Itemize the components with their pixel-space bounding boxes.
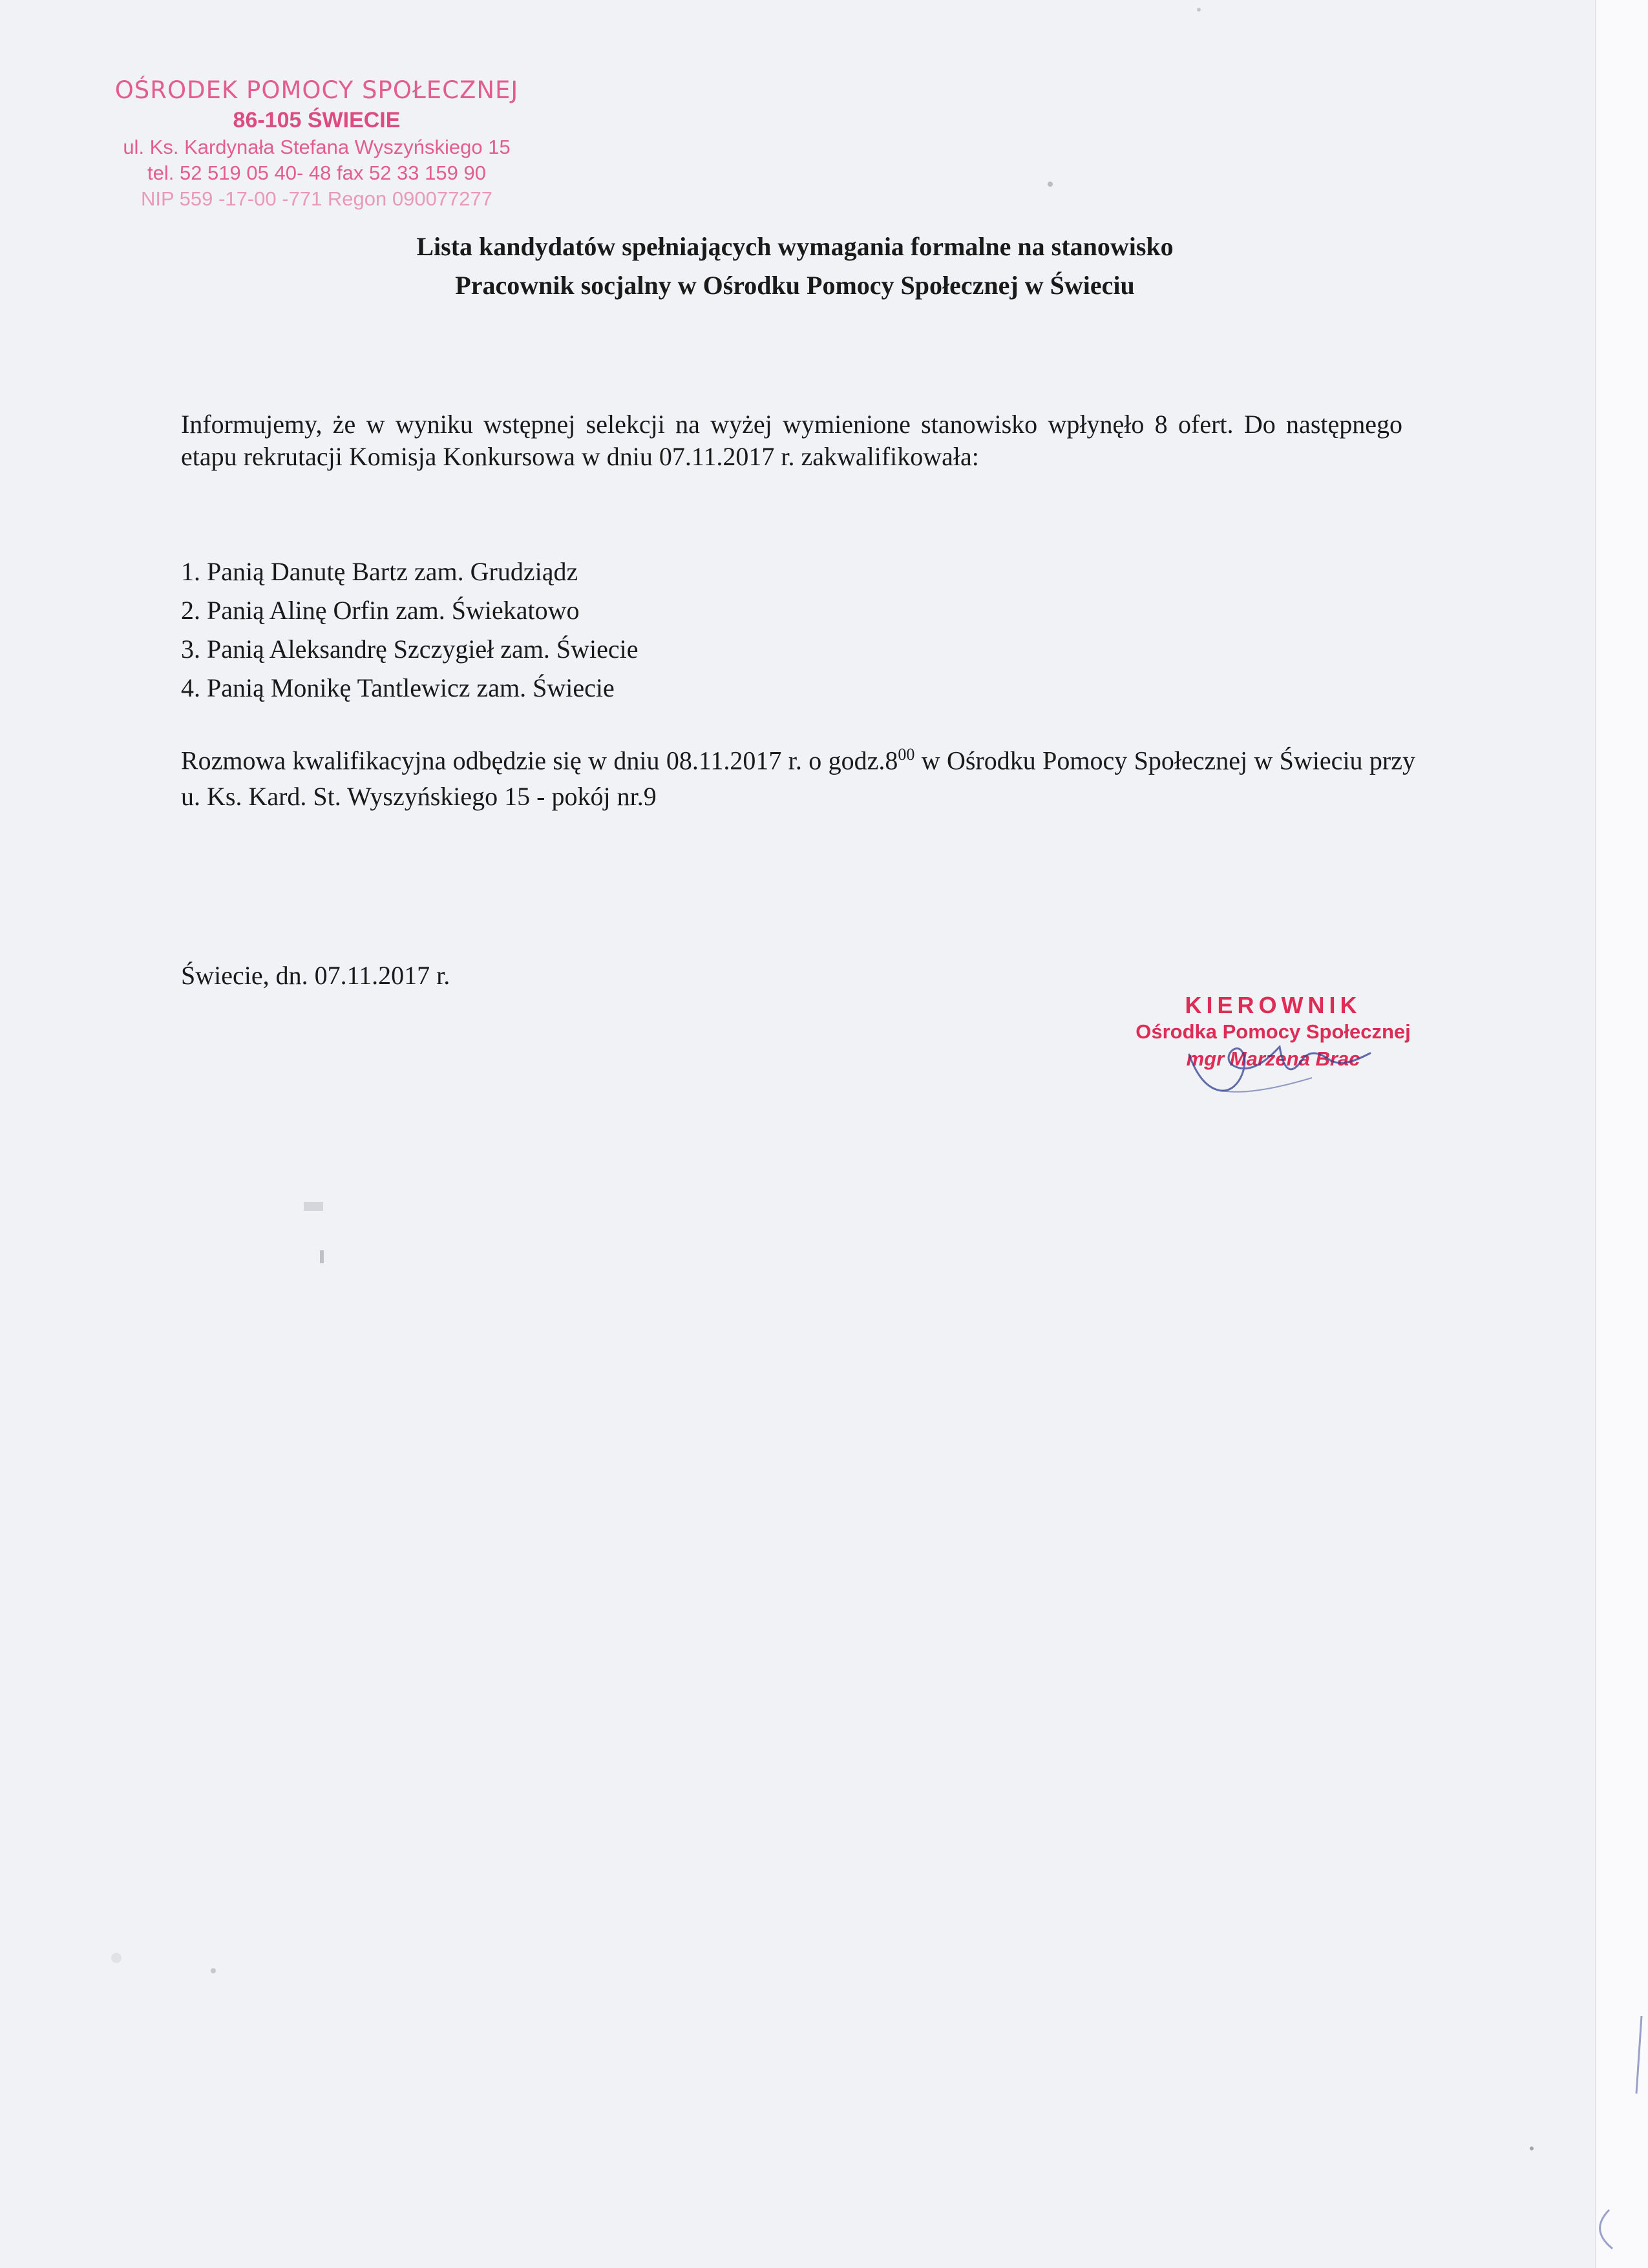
list-item: 4. Panią Monikę Tantlewicz zam. Świecie xyxy=(181,673,615,702)
stamp-nip-regon: NIP 559 -17-00 -771 Regon 090077277 xyxy=(140,187,493,210)
place-and-date: Świecie, dn. 07.11.2017 r. xyxy=(181,961,450,990)
stamp-signatory-name: mgr Marzena Brac xyxy=(1186,1047,1360,1070)
stamp-phone-fax: tel. 52 519 05 40- 48 fax 52 33 159 90 xyxy=(147,162,486,184)
stamp-position-title: KIEROWNIK xyxy=(1185,992,1362,1018)
stamp-postal-city: 86-105 ŚWIECIE xyxy=(233,108,401,132)
interview-paragraph xyxy=(181,737,1415,815)
stamp-address: ul. Ks. Kardynała Stefana Wyszyńskiego 15 xyxy=(123,136,511,158)
interview-text-start: Rozmowa kwalifikacyjna odbędzie się w dniu 08.11.2017 r. o godz.8 xyxy=(181,746,898,775)
candidate-list xyxy=(181,552,639,708)
institution-stamp xyxy=(103,76,530,211)
interview-text-end: w Ośrodku Pomocy Społecznej w Świeciu przy u. Ks. Kard. St. Wyszyńskiego 15 - pokój nr.9 xyxy=(181,746,1415,812)
list-item: 3. Panią Aleksandrę Szczygieł zam. Świecie xyxy=(181,635,639,664)
scan-edge xyxy=(1595,0,1648,2268)
title-line-2: Pracownik socjalny w Ośrodku Pomocy Społecznej w Świeciu xyxy=(455,271,1135,300)
title-line-1: Lista kandydatów spełniających wymagania formalne na stanowisko xyxy=(416,232,1174,261)
stamp-unit-name: Ośrodka Pomocy Społecznej xyxy=(1136,1020,1411,1043)
handwritten-signature xyxy=(1144,1014,1402,1118)
stamp-institution-name: OŚRODEK POMOCY SPOŁECZNEJ xyxy=(114,76,519,104)
list-item: 1. Panią Danutę Bartz zam. Grudziądz xyxy=(181,557,578,586)
document-title xyxy=(181,227,1409,305)
list-item: 2. Panią Alinę Orfin zam. Świekatowo xyxy=(181,596,580,625)
interview-time-superscript: 00 xyxy=(898,745,915,764)
intro-paragraph: Informujemy, że w wyniku wstępnej selekcji na wyżej wymienione stanowisko wpłynęło 8 ofert. Do następnego etapu rekrutacji Komisja Konkursowa w dniu 07.11.2017 r. zakwalifikowała: xyxy=(181,410,1402,471)
